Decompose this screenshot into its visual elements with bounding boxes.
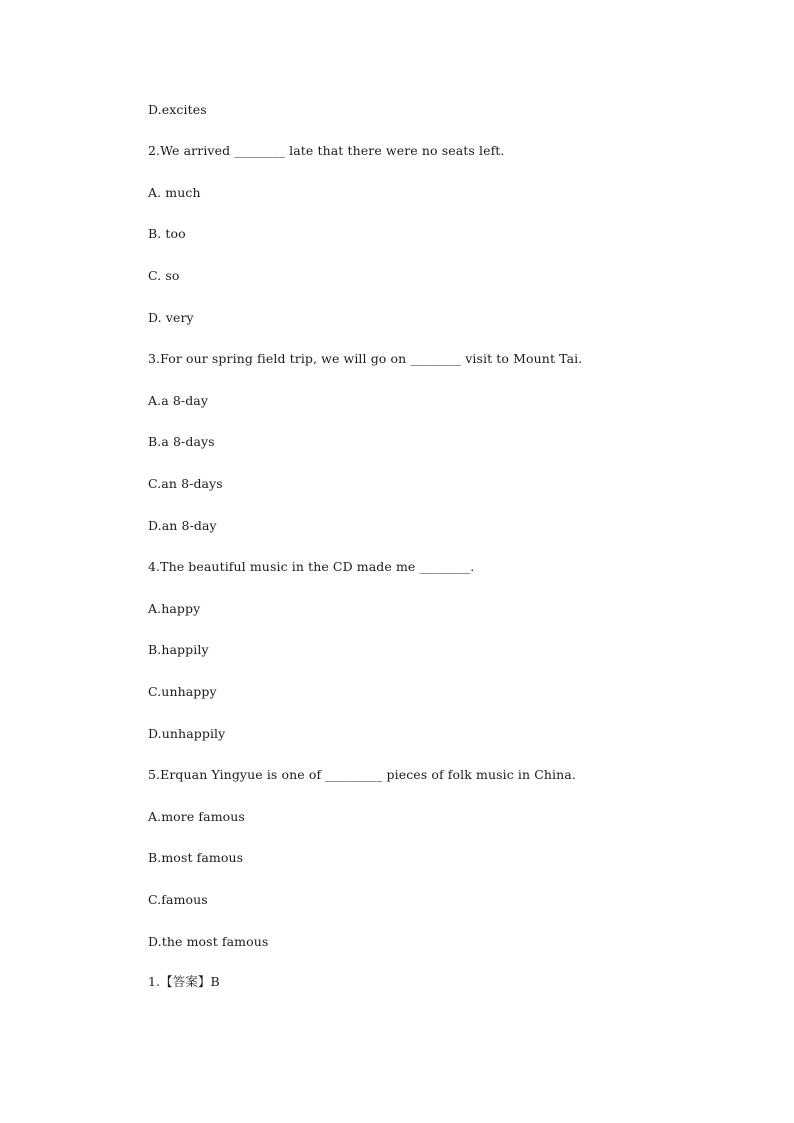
q2-option-c: C. so	[148, 268, 180, 283]
q1-option-d: D.excites	[148, 102, 207, 117]
answer-1: 1.【答案】B	[148, 974, 220, 989]
q4-option-a: A.happy	[148, 601, 201, 616]
question-2: 2.We arrived ________ late that there were no seats left.	[148, 143, 505, 158]
q5-option-c: C.famous	[148, 892, 208, 907]
question-5: 5.Erquan Yingyue is one of _________ pieces of folk music in China.	[148, 767, 576, 782]
q5-option-a: A.more famous	[148, 809, 245, 824]
q4-option-b: B.happily	[148, 642, 209, 657]
q2-option-b: B. too	[148, 226, 186, 241]
q4-option-d: D.unhappily	[148, 726, 226, 741]
q5-option-b: B.most famous	[148, 850, 244, 865]
q2-option-a: A. much	[148, 185, 201, 200]
q2-option-d: D. very	[148, 310, 194, 325]
q4-option-c: C.unhappy	[148, 684, 217, 699]
q3-option-d: D.an 8-day	[148, 518, 217, 533]
q3-option-b: B.a 8-days	[148, 434, 215, 449]
question-3: 3.For our spring field trip, we will go on ________ visit to Mount Tai.	[148, 351, 583, 366]
q5-option-d: D.the most famous	[148, 934, 269, 949]
question-4: 4.The beautiful music in the CD made me ________.	[148, 559, 475, 574]
q3-option-a: A.a 8-day	[148, 393, 209, 408]
q3-option-c: C.an 8-days	[148, 476, 223, 491]
